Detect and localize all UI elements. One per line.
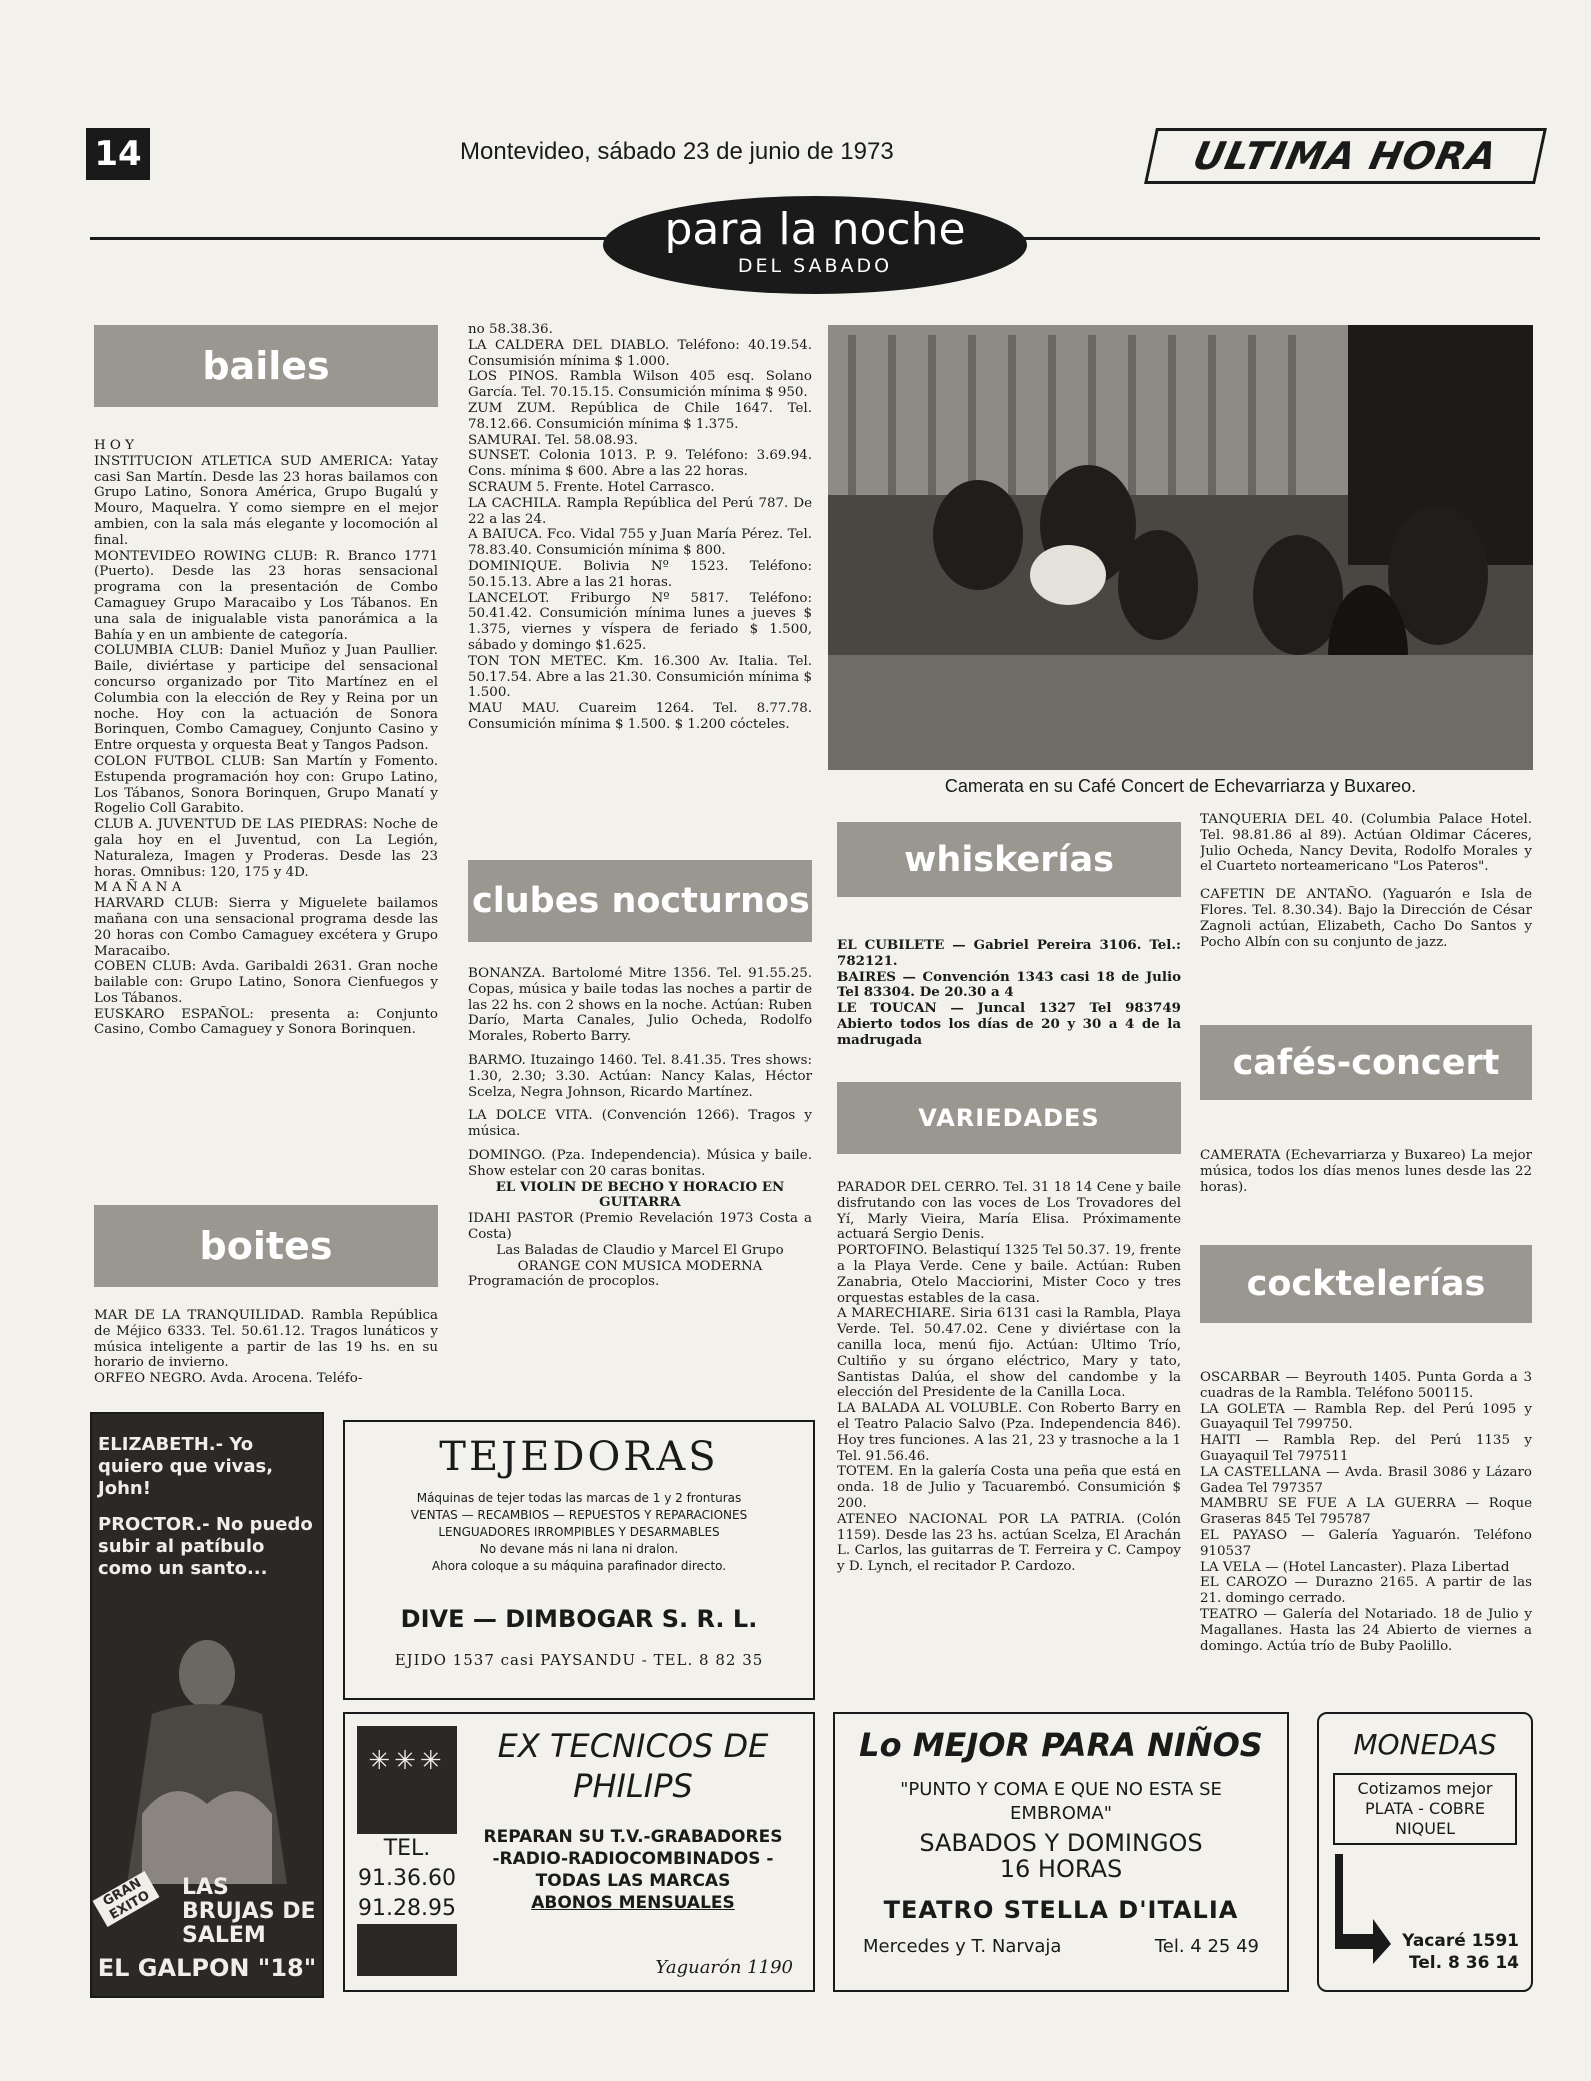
listing: LE TOUCAN — Juncal 1327 Tel 983749 Abierto todos los días de 20 y 30 a 4 de la madrugada	[837, 1000, 1181, 1048]
ad-lo-mejor-para-ninos	[833, 1712, 1289, 1992]
column-whiskerias	[837, 938, 1181, 1053]
listing: CAMERATA (Echevarriarza y Buxareo) La mejor música, todos los días menos lunes desde las 22 horas).	[1200, 1148, 1532, 1195]
tejedoras-brand: DIVE — DIMBOGAR S. R. L.	[400, 1605, 758, 1633]
listing: TEATRO — Galería del Notariado. 18 de Julio y Magallanes. Hasta las 24 Abierto de viernes a domingo. Actúa trío de Buby Paolillo.	[1200, 1606, 1532, 1654]
banner-whiskerias: whiskerías	[837, 822, 1181, 897]
ninos-tel: Tel. 4 25 49	[1154, 1936, 1259, 1957]
listing: LA GOLETA — Rambla Rep. del Perú 1095 y Guayaquil Tel 799750.	[1200, 1401, 1532, 1433]
listing: PARADOR DEL CERRO. Tel. 31 18 14 Cene y baile disfrutando con las voces de Los Trovadores del Yí, Marly Vieira, María Elisa. Próximamente actuará Sergio Denis.	[837, 1180, 1181, 1243]
philips-tel-label: TEL.	[383, 1836, 431, 1861]
column-clubes-nocturnos	[468, 966, 812, 1406]
philips-line-1: REPARAN SU T.V.-GRABADORES	[483, 1827, 783, 1847]
listing: SCRAUM 5. Frente. Hotel Carrasco.	[468, 479, 715, 495]
listing: SUNSET. Colonia 1013. P. 9. Teléfono: 3.69.94. Cons. mínima $ 600. Abre a las 22 horas.	[468, 448, 812, 480]
ninos-theatre: TEATRO STELLA D'ITALIA	[883, 1896, 1239, 1924]
listing: EL VIOLIN DE BECHO Y HORACIO EN GUITARRA	[495, 1178, 785, 1211]
listing: EUSKARO ESPAÑOL: presenta a: Conjunto Casino, Combo Camaguey y Sonora Borinquen.	[94, 1006, 438, 1038]
listing: LA DOLCE VITA. (Convención 1266). Tragos y música.	[468, 1108, 812, 1140]
masthead-logo: ULTIMA HORA	[1144, 128, 1547, 184]
column-listings-4	[1200, 812, 1532, 1017]
galpon-quote-1: ELIZABETH.- Yo quiero que vivas, John!	[98, 1434, 274, 1499]
listing: INSTITUCION ATLETICA SUD AMERICA: Yatay casi San Martín. Desde las 23 horas bailamos con Grupo Latino, Sonora América, Grupo Bugalú y Mouro, Maquelra. Y como siempre en el mejor ambien, con la sala más elegante y locomoción al final.	[94, 453, 438, 548]
listing: LANCELOT. Friburgo Nº 5817. Teléfono: 50.41.42. Consumición mínima lunes a jueves $ 1.375, viernes y víspera de feriado $ 1.500, sábado y domingo $1.625.	[468, 590, 812, 653]
listing: A MARECHIARE. Siria 6131 casi la Rambla, Playa Verde. Tel. 50.47.02. Cene y diviértase con la canilla loca, menú fijo. Actúan: Ultimo Trío, Cultiño y su órgano eléctrico, Mary y tato, Santistas Dalúa, el show del candombe y la elección del Presidente de la Canilla Loca.	[837, 1306, 1181, 1401]
galpon-badge: GRAN EXITO	[93, 1871, 160, 1927]
listing: no 58.38.36.	[468, 322, 553, 337]
banner-clubes-nocturnos: clubes nocturnos	[468, 860, 812, 942]
monedas-line-2: PLATA - COBRE	[1364, 1799, 1486, 1818]
tejedoras-address: EJIDO 1537 casi PAYSANDU - TEL. 8 82 35	[394, 1651, 764, 1669]
ninos-address: Mercedes y T. Narvaja	[863, 1936, 1062, 1957]
philips-line-3: TODAS LAS MARCAS	[535, 1871, 731, 1891]
listing: M A Ñ A N A	[94, 880, 182, 896]
tejedoras-line-1: Máquinas de tejer todas las marcas de 1 y 2 fronturas	[416, 1491, 742, 1505]
listing: HAITI — Rambla Rep. del Perú 1135 y Guayaquil Tel 797511	[1200, 1433, 1532, 1464]
philips-tel-2: 91.28.95	[358, 1896, 456, 1921]
listing: PORTOFINO. Belastiquí 1325 Tel 50.37. 19, frente a la Playa Verde. Cene y baile. Actúan: Ruben Zanabria, Otelo Macciorini, Mister Coco y tres orquestas estables de la casa.	[837, 1243, 1181, 1306]
photo-caption: Camerata en su Café Concert de Echevarriarza y Buxareo.	[944, 776, 1417, 796]
philips-line-2: -RADIO-RADIOCOMBINADOS -	[492, 1849, 774, 1869]
listing: ORFEO NEGRO. Avda. Arocena. Teléfo-	[94, 1371, 363, 1387]
banner-boites: boites	[94, 1205, 438, 1287]
listing: MONTEVIDEO ROWING CLUB: R. Branco 1771 (Puerto). Desde las 23 horas sensacional programa con la presentación de Combo Camaguey Grupo Maracaibo y Los Tábanos. En una sala de inigualable vista panorámica a la Bahía y en un ambiente de categoría.	[94, 548, 438, 643]
listing: Programación de procoplos.	[468, 1274, 660, 1290]
monedas-box	[1333, 1773, 1517, 1845]
listing: CAFETIN DE ANTAÑO. (Yaguarón e Isla de Flores. Tel. 8.30.34). Bajo la Dirección de César Zagnoli actúan, Elizabeth, Cacho Do Santos y Pocho Albín con su conjunto de jazz.	[1200, 887, 1532, 950]
monedas-line-3: NIQUEL	[1394, 1819, 1455, 1838]
listing: COLUMBIA CLUB: Daniel Muñoz y Juan Paullier. Baile, diviértase y participe del sensacional concurso organizado por Tito Martínez en el Columbia con la elección de Rey y Reina por un noche. Hoy con la actuación de Sonora Borinquen, Combo Camaguey, Conjunto Casino y Entre orquesta y orquesta Beat y Tangos Padson.	[94, 643, 438, 754]
listing: MAR DE LA TRANQUILIDAD. Rambla República de Méjico 6333. Tel. 50.61.12. Tragos lunáticos y música inteligente a partir de las 19 hs. en su horario de invierno.	[94, 1308, 438, 1371]
listing: Las Baladas de Claudio y Marcel El Grupo ORANGE CON MUSICA MODERNA	[496, 1242, 784, 1274]
ad-el-galpon	[90, 1412, 324, 1998]
tejedoras-line-5: Ahora coloque a su máquina parafinador directo.	[431, 1559, 727, 1573]
listing: TON TON METEC. Km. 16.300 Av. Italia. Tel. 50.17.54. Abre a las 21.30. Consumición mínima $ 1.500.	[468, 653, 812, 701]
listing: BONANZA. Bartolomé Mitre 1356. Tel. 91.55.25. Copas, música y baile todas las noches a partir de las 22 hs. con 2 shows en la noche. Actúan: Ruben Darío, Marta Canales, Julio Ocheda, Rodolfo Morales, Roberto Barry.	[468, 966, 812, 1045]
column-variedades	[837, 1180, 1181, 1592]
listing: HARVARD CLUB: Sierra y Miguelete bailamos mañana con una sensacional programa desde las 20 horas con Combo Camaguey excétera y Grupo Maracaibo.	[94, 896, 438, 959]
column-bailes	[94, 438, 438, 1195]
banner-variedades: VARIEDADES	[837, 1082, 1181, 1154]
ninos-line-1: "PUNTO Y COMA E QUE NO ESTA SE EMBROMA"	[900, 1779, 1222, 1824]
section-title: para la noche	[664, 204, 966, 255]
tejedoras-line-3: LENGUADORES IRROMPIBLES Y DESARMABLES	[438, 1525, 720, 1539]
monedas-title: MONEDAS	[1353, 1728, 1497, 1761]
listing: DOMINGO. (Pza. Independencia). Música y baile. Show estelar con 20 caras bonitas.	[468, 1147, 812, 1179]
listing: TOTEM. En la galería Costa una peña que está en onda. 18 de Julio y Tacuarembó. Consumición $ 200.	[837, 1464, 1181, 1511]
listing: COLON FUTBOL CLUB: San Martín y Fomento. Estupenda programación hoy con: Grupo Latino, Los Tábanos, Sonora Borinquen, Grupo Manatí y Rogelio Coll Garabito.	[94, 753, 438, 817]
ninos-line-3: 16 HORAS	[999, 1855, 1123, 1883]
listing: MAMBRU SE FUE A LA GUERRA — Roque Graseras 845 Tel 795787	[1200, 1496, 1532, 1528]
tejedoras-line-4: No devane más ni lana ni dralon.	[479, 1542, 679, 1556]
monedas-address: Yacaré 1591	[1402, 1931, 1519, 1951]
listing: EL PAYASO — Galería Yaguarón. Teléfono 910537	[1200, 1527, 1532, 1559]
galpon-title: LAS BRUJAS DE SALEM	[182, 1875, 316, 1948]
listing: COBEN CLUB: Avda. Garibaldi 2631. Gran noche bailable con: Grupo Latino, Sonora Cienfuegos y Los Tábanos.	[94, 959, 438, 1006]
listing: LOS PINOS. Rambla Wilson 405 esq. Solano García. Tel. 70.15.15. Consumición mínima $ 950.	[468, 369, 812, 401]
galpon-illustration	[112, 1634, 302, 1884]
arrow-icon	[1333, 1854, 1393, 1964]
listing: A BAIUCA. Fco. Vidal 755 y Juan María Pérez. Tel. 78.83.40. Consumición mínima $ 800.	[468, 527, 812, 559]
listing: LA BALADA AL VOLUBLE. Con Roberto Barry en el Teatro Palacio Salvo (Pza. Independencia 846). Hoy tres funciones. A las 21, 23 y trasnoche a la 1 Tel. 91.56.46.	[837, 1401, 1181, 1464]
column-cocktelerias	[1200, 1370, 1532, 1660]
column-boites	[94, 1308, 438, 1403]
ninos-line-2: SABADOS Y DOMINGOS	[919, 1829, 1203, 1857]
listing: BARMO. Ituzaingo 1460. Tel. 8.41.35. Tres shows: 1.30, 2.30; 3.30. Actúan: Nancy Kalas, Héctor Scelza, Negra Johnson, Ricardo Martínez.	[468, 1052, 812, 1100]
dateline: Montevideo, sábado 23 de junio de 1973	[460, 138, 894, 165]
camerata-photo	[828, 325, 1533, 770]
banner-cafes-concert: cafés-concert	[1200, 1025, 1532, 1100]
ad-ex-tecnicos-philips	[343, 1712, 815, 1992]
listing: CLUB A. JUVENTUD DE LAS PIEDRAS: Noche de gala hoy en el Juventud, con La Legión, Naturaleza, Imagen y Proderas. Desde las 23 horas. Omnibus: 120, 175 y 4D.	[94, 817, 438, 880]
section-subtitle: DEL SABADO	[737, 255, 893, 277]
listing: OSCARBAR — Beyrouth 1405. Punta Gorda a 3 cuadras de la Rambla. Teléfono 500115.	[1200, 1370, 1532, 1401]
listing: LA CALDERA DEL DIABLO. Teléfono: 40.19.54. Consumisión mínima $ 1.000.	[468, 337, 812, 369]
banner-cocktelerias: cocktelerías	[1200, 1245, 1532, 1323]
monedas-tel: Tel. 8 36 14	[1408, 1953, 1519, 1973]
column-listings-2	[468, 322, 812, 852]
philips-title-1: EX TECNICOS DE	[497, 1727, 769, 1765]
galpon-quote-2: PROCTOR.- No puedo subir al patíbulo como un santo...	[98, 1514, 313, 1579]
listing: ZUM ZUM. República de Chile 1647. Tel. 78.12.66. Consumición mínima $ 1.375.	[468, 400, 812, 432]
page-number: 14	[86, 128, 150, 180]
philips-title-2: PHILIPS	[573, 1767, 693, 1805]
tejedoras-title: TEJEDORAS	[439, 1434, 719, 1480]
listing: DOMINIQUE. Bolivia Nº 1523. Teléfono: 50.15.13. Abre a las 21 horas.	[468, 558, 812, 590]
listing: EL CAROZO — Durazno 2165. A partir de las 21. domingo cerrado.	[1200, 1575, 1532, 1607]
ninos-title: Lo MEJOR PARA NIÑOS	[859, 1726, 1263, 1764]
banner-bailes: bailes	[94, 325, 438, 407]
listing: H O Y	[94, 438, 135, 453]
listing: IDAHI PASTOR (Premio Revelación 1973 Costa a Costa)	[468, 1211, 812, 1242]
listing: MAU MAU. Cuareim 1264. Tel. 8.77.78. Consumición mínima $ 1.500. $ 1.200 cócteles.	[468, 701, 812, 732]
star-icon: ✳✳✳	[368, 1746, 446, 1776]
ad-monedas	[1317, 1712, 1533, 1992]
listing: BAIRES — Convención 1343 casi 18 de Julio Tel 83304. De 20.30 a 4	[837, 968, 1181, 1001]
column-cafes-concert	[1200, 1148, 1532, 1238]
galpon-venue: EL GALPON "18"	[97, 1954, 317, 1982]
tejedoras-line-2: VENTAS — RECAMBIOS — REPUESTOS Y REPARACIONES	[410, 1508, 748, 1522]
listing: EL CUBILETE — Gabriel Pereira 3106. Tel.: 782121.	[837, 938, 1181, 969]
section-oval	[603, 196, 1027, 294]
monedas-line-1: Cotizamos mejor	[1357, 1779, 1493, 1798]
philips-address: Yaguarón 1190	[655, 1957, 793, 1978]
listing: LA VELA — (Hotel Lancaster). Plaza Libertad	[1200, 1559, 1510, 1575]
listing: LA CASTELLANA — Avda. Brasil 3086 y Lázaro Gadea Tel 797357	[1200, 1464, 1532, 1496]
listing: TANQUERIA DEL 40. (Columbia Palace Hotel. Tel. 98.81.86 al 89). Actúan Oldimar Cáceres, Julio Ocheda, Nancy Devita, Rodolfo Morales y el Cuarteto norteamericano "Los Pateros".	[1200, 812, 1532, 875]
ad-tejedoras	[343, 1420, 815, 1700]
philips-line-4: ABONOS MENSUALES	[531, 1893, 735, 1913]
listing: ATENEO NACIONAL POR LA PATRIA. (Colón 1159). Desde las 23 hs. actúan Scelza, El Arachán L. Carlos, las guitarras de T. Ferreira y C. Campoy y D. Lynch, el recitador P. Cardozo.	[837, 1511, 1181, 1575]
listing: SAMURAI. Tel. 58.08.93.	[468, 432, 638, 448]
philips-tel-1: 91.36.60	[358, 1866, 456, 1891]
listing: LA CACHILA. Rampla República del Perú 787. De 22 a las 24.	[468, 495, 812, 527]
